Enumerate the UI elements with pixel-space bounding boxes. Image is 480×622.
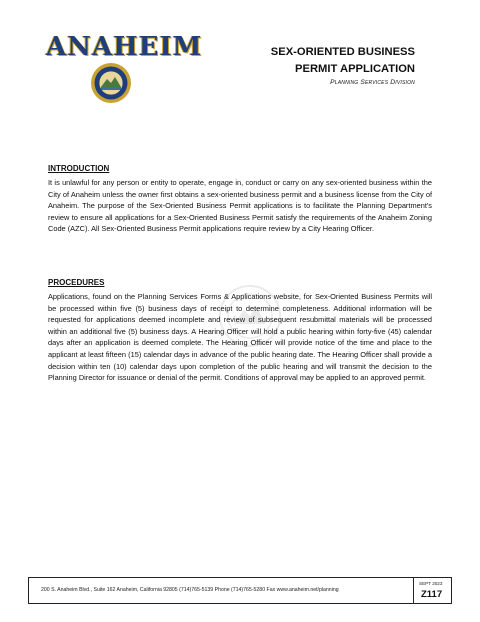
- title-line-1: SEX-ORIENTED BUSINESS: [270, 46, 415, 58]
- procedures-heading: PROCEDURES: [48, 278, 105, 287]
- form-code: Z117: [421, 589, 443, 600]
- footer-divider: [413, 578, 414, 603]
- title-line-2: PERMIT APPLICATION: [295, 63, 415, 75]
- logo-wordmark: ANAHEIM: [46, 32, 203, 62]
- procedures-section: [48, 278, 432, 384]
- city-seal-icon: [90, 62, 132, 104]
- introduction-heading: INTRODUCTION: [48, 164, 110, 173]
- page-footer: [28, 577, 452, 604]
- division-label: Planning Services Division: [330, 79, 415, 86]
- procedures-body: Applications, found on the Planning Services Forms & Applications website, for Sex-Oriented Business Permits will be processed within five (5) business days of receipt to determine completeness. Additional information will be requested for applications deemed incomplete and review of subsequent resubmittal materials will be processed within an additional five (5) business days. A Hearing Officer will hold a public hearing within forty-five (45) calendar days after an application is deemed complete. The Hearing Officer will provide notice of the time and place to the applicant at least fifteen (15) calendar days in advance of the public hearing date. The Hearing Officer shall provide a decision within ten (10) calendar days upon completion of the public hearing and will transmit the decision to the Planning Director for issuance or denial of the permit. Conditions of approval may be applied to an approved permit.: [48, 292, 432, 383]
- footer-date: SEPT 2023: [419, 581, 443, 586]
- introduction-body: It is unlawful for any person or entity to operate, engage in, conduct or carry on any sex-oriented business within the City of Anaheim unless the owner first obtains a sex-oriented business permit and a business license from the City of Anaheim. The purpose of the Sex-Oriented Business Permit applications is to facilitate the Planning Department's review to ensure all applications for a Sex-Oriented Business Permit satisfy the requirements of the Anaheim Zoning Code (AZC). All Sex-Oriented Business Permit applications require review by a City Hearing Officer.: [48, 178, 432, 234]
- city-logo: [46, 30, 203, 110]
- introduction-section: [48, 164, 432, 235]
- footer-address: 200 S. Anaheim Blvd., Suite 162 Anaheim, California 92805 (714)765-5139 Phone (714)765-5280 Fax www.anaheim.net/planning: [41, 587, 339, 593]
- document-title: [271, 44, 415, 78]
